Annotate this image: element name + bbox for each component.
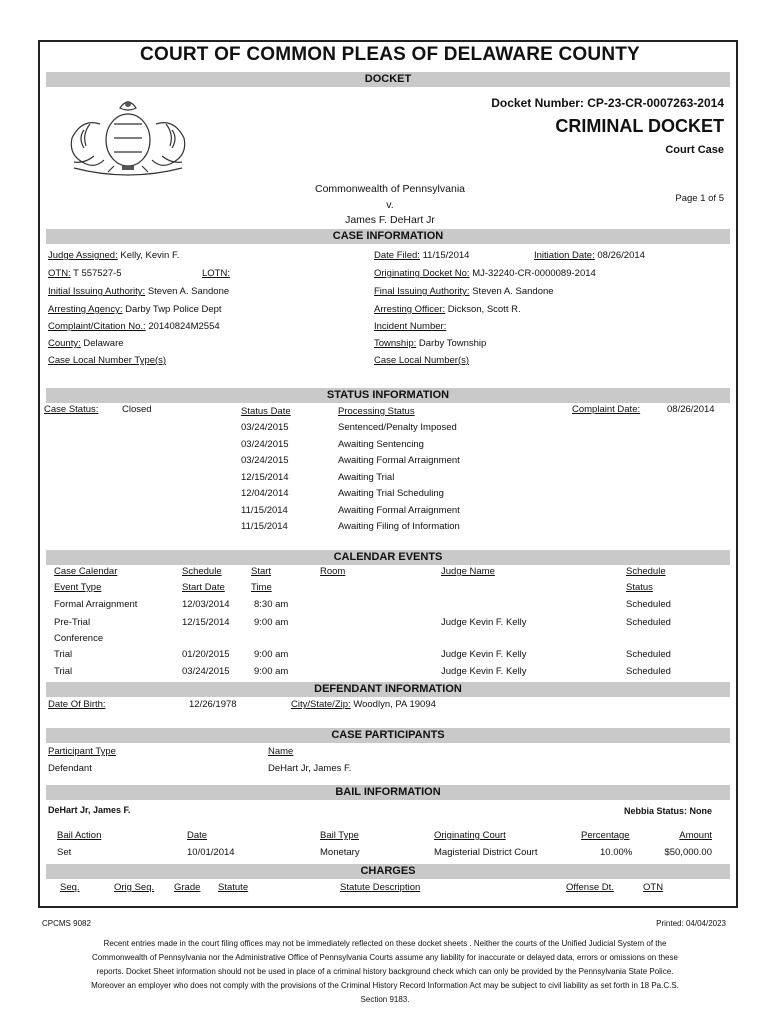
calendar-judge: Judge Kevin F. Kelly bbox=[441, 649, 527, 660]
docket-bar: DOCKET bbox=[46, 72, 730, 87]
dob-value: 12/26/1978 bbox=[189, 699, 237, 710]
calendar-event-type: Formal Arraignment bbox=[54, 599, 138, 610]
complaint-citation-no: Complaint/Citation No.: 20140824M2554 bbox=[48, 321, 220, 332]
schedule-header-1: Schedule bbox=[182, 566, 222, 577]
seq-header: Seq. bbox=[60, 882, 80, 893]
case-participants-bar: CASE PARTICIPANTS bbox=[46, 728, 730, 743]
calendar-event-type-cont: Conference bbox=[54, 633, 104, 644]
dob-label: Date Of Birth: bbox=[48, 699, 106, 710]
status-date: 03/24/2015 bbox=[241, 422, 289, 433]
lotn: LOTN: bbox=[202, 268, 230, 279]
schedule-header-2: Start Date bbox=[182, 582, 225, 593]
calendar-status: Scheduled bbox=[626, 666, 671, 677]
calendar-start-time: 8:30 am bbox=[254, 599, 289, 610]
arresting-officer: Arresting Officer: Dickson, Scott R. bbox=[374, 304, 521, 315]
calendar-judge: Judge Kevin F. Kelly bbox=[441, 666, 527, 677]
processing-status: Awaiting Trial Scheduling bbox=[338, 488, 444, 499]
initiation-date: Initiation Date: 08/26/2014 bbox=[534, 250, 645, 261]
bail-type: Monetary bbox=[320, 847, 360, 858]
bail-amount: $50,000.00 bbox=[664, 847, 712, 858]
start-header-1: Start bbox=[251, 566, 272, 577]
offense-date-header: Offense Dt. bbox=[566, 882, 614, 893]
bail-percentage: 10.00% bbox=[600, 847, 633, 858]
court-title: COURT OF COMMON PLEAS OF DELAWARE COUNTY bbox=[140, 44, 640, 65]
calendar-status: Scheduled bbox=[626, 617, 671, 628]
calendar-start-time: 9:00 am bbox=[254, 666, 289, 677]
calendar-event-type: Trial bbox=[54, 666, 73, 677]
originating-court-header: Originating Court bbox=[434, 830, 506, 841]
schedule-status-header-2: Status bbox=[626, 582, 653, 593]
amount-header: Amount bbox=[679, 830, 712, 841]
bail-type-header: Bail Type bbox=[320, 830, 359, 841]
calendar-judge: Judge Kevin F. Kelly bbox=[441, 617, 527, 628]
participant-type-header: Participant Type bbox=[48, 746, 116, 757]
calendar-start-date: 03/24/2015 bbox=[182, 666, 230, 677]
docket-frame bbox=[38, 40, 738, 908]
caption-line2: v. bbox=[386, 199, 394, 211]
status-date: 03/24/2015 bbox=[241, 455, 289, 466]
calendar-start-time: 9:00 am bbox=[254, 649, 289, 660]
complaint-date-label: Complaint Date: bbox=[572, 404, 641, 415]
status-date: 11/15/2014 bbox=[241, 521, 288, 532]
percentage-header: Percentage bbox=[581, 830, 630, 841]
processing-status: Awaiting Formal Arraignment bbox=[338, 504, 460, 516]
township: Township: Darby Township bbox=[374, 338, 487, 349]
defendant-information-bar: DEFENDANT INFORMATION bbox=[46, 682, 730, 697]
status-date: 12/15/2014 bbox=[241, 471, 289, 483]
calendar-events-bar: CALENDAR EVENTS bbox=[46, 550, 730, 565]
county: County: Delaware bbox=[48, 338, 124, 349]
disclaimer: Recent entries made in the court filing offices may not be immediately reflected on these docket sheets . Neither the courts of the Unified Judicial System of the Commonwealth of Pennsylvania nor the Administrative Office of Pennsylvania Courts assume any liability for inaccurate or delayed data, errors or omissions on these reports. Docket Sheet information should not be used in place of a criminal history background check which can only be provided by the Pennsylvania State Police. Moreover an employer who does not comply with the provisions of the Criminal History Record Information Act may be subject to civil liability as set forth in 18 Pa.C.S. Section 9183. bbox=[91, 939, 679, 1004]
calendar-status: Scheduled bbox=[626, 649, 671, 660]
grade-header: Grade bbox=[174, 882, 201, 893]
schedule-status-header-1: Schedule bbox=[626, 566, 666, 577]
status-date: 12/04/2014 bbox=[241, 488, 289, 499]
status-date: 11/15/2014 bbox=[241, 504, 288, 516]
city-state-zip: City/State/Zip: Woodlyn, PA 19094 bbox=[291, 699, 436, 710]
processing-status: Awaiting Filing of Information bbox=[338, 521, 460, 532]
docket-number: Docket Number: CP-23-CR-0007263-2014 bbox=[491, 96, 724, 110]
charges-bar: CHARGES bbox=[46, 864, 730, 879]
otn: OTN: T 557527-5 bbox=[48, 268, 122, 279]
case-information-bar: CASE INFORMATION bbox=[46, 229, 730, 244]
case-status: Case Status: bbox=[44, 404, 99, 415]
caption-line1: Commonwealth of Pennsylvania bbox=[315, 183, 465, 195]
originating-docket: Originating Docket No: MJ-32240-CR-0000089-2014 bbox=[374, 268, 596, 279]
pennsylvania-seal-icon bbox=[54, 94, 202, 178]
processing-status-header: Processing Status bbox=[338, 406, 415, 417]
date-filed: Date Filed: 11/15/2014 bbox=[374, 250, 470, 261]
case-status-value: Closed bbox=[122, 404, 152, 415]
calendar-event-type: Pre-Trial bbox=[54, 617, 91, 628]
arresting-agency: Arresting Agency: Darby Twp Police Dept bbox=[48, 304, 222, 315]
event-type-header-2: Event Type bbox=[54, 582, 102, 593]
bail-action-header: Bail Action bbox=[57, 830, 102, 841]
processing-status: Awaiting Formal Arraignment bbox=[338, 455, 460, 466]
calendar-start-time: 9:00 am bbox=[254, 617, 289, 628]
processing-status: Awaiting Trial bbox=[338, 471, 395, 483]
judge-assigned: Judge Assigned: Kelly, Kevin F. bbox=[48, 250, 180, 261]
bail-date-header: Date bbox=[187, 830, 208, 841]
bail-action: Set bbox=[57, 847, 72, 858]
statute-description-header: Statute Description bbox=[340, 882, 421, 893]
printed-date: Printed: 04/04/2023 bbox=[656, 919, 726, 928]
page-number: Page 1 of 5 bbox=[675, 193, 724, 204]
caption-line3: James F. DeHart Jr bbox=[345, 214, 435, 226]
incident-number: Incident Number: bbox=[374, 321, 447, 332]
processing-status: Awaiting Sentencing bbox=[338, 438, 424, 450]
nebbia-status: Nebbia Status: None bbox=[623, 806, 712, 816]
processing-status: Sentenced/Penalty Imposed bbox=[338, 422, 457, 433]
originating-court: Magisterial District Court bbox=[434, 847, 538, 858]
orig-seq-header: Orig Seq. bbox=[114, 882, 155, 893]
statute-header: Statute bbox=[218, 882, 249, 893]
bail-information-bar: BAIL INFORMATION bbox=[46, 785, 730, 800]
event-type-header-1: Case Calendar bbox=[54, 566, 118, 577]
complaint-date-value: 08/26/2014 bbox=[667, 404, 715, 415]
status-date-header: Status Date bbox=[241, 406, 291, 417]
room-header: Room bbox=[320, 566, 346, 577]
judge-name-header: Judge Name bbox=[441, 566, 495, 577]
final-issuing-authority: Final Issuing Authority: Steven A. Sandone bbox=[374, 286, 554, 297]
participant-name-header: Name bbox=[268, 746, 294, 757]
bail-person: DeHart Jr, James F. bbox=[48, 805, 131, 815]
calendar-event-type: Trial bbox=[54, 649, 73, 660]
status-information-bar: STATUS INFORMATION bbox=[46, 388, 730, 403]
calendar-start-date: 12/03/2014 bbox=[182, 599, 230, 610]
calendar-start-date: 12/15/2014 bbox=[182, 617, 230, 628]
case-local-number-types: Case Local Number Type(s) bbox=[48, 355, 167, 366]
case-local-numbers: Case Local Number(s) bbox=[374, 355, 470, 366]
calendar-status: Scheduled bbox=[626, 599, 671, 610]
initial-issuing-authority: Initial Issuing Authority: Steven A. Sandone bbox=[48, 286, 230, 297]
otn-header: OTN bbox=[643, 882, 664, 893]
participant-type: Defendant bbox=[48, 763, 92, 774]
calendar-start-date: 01/20/2015 bbox=[182, 649, 230, 660]
start-header-2: Time bbox=[251, 582, 272, 593]
case-kind: Court Case bbox=[665, 144, 724, 156]
status-date: 03/24/2015 bbox=[241, 438, 289, 450]
form-number: CPCMS 9082 bbox=[42, 919, 91, 928]
bail-date: 10/01/2014 bbox=[187, 847, 235, 858]
docket-type: CRIMINAL DOCKET bbox=[555, 116, 724, 136]
participant-name: DeHart Jr, James F. bbox=[268, 763, 352, 774]
